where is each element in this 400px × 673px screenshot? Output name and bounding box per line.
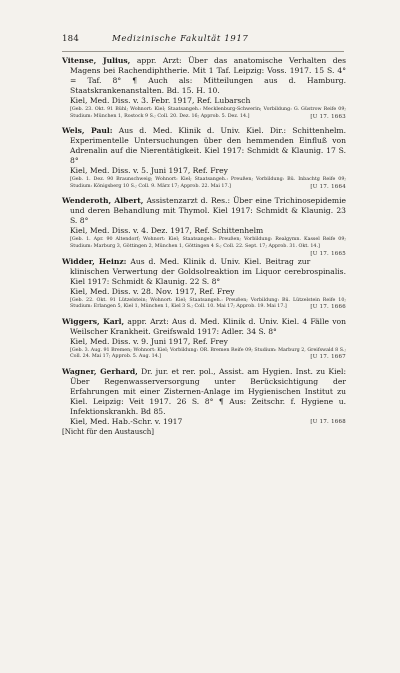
catalog-number: [U 17. 1667 xyxy=(310,354,346,361)
catalog-number: [U 17. 1668 xyxy=(310,418,346,425)
dissertation-entry xyxy=(62,257,346,311)
biographical-note: [Geb. 1. Apr. 90 Altendorf; Wohnort: Kiel; Staatsangeh.: Preußen; Vorbildung: Realgymn. Kassel Reife 09; Studium: Marburg 3, Göttingen 2, München 1, Göttingen 4 S.; Coll. 22. Sept. 17; Approb. 31. Okt. 14.] xyxy=(70,237,346,249)
dissertation-entry xyxy=(62,367,346,437)
biographical-note: [Geb. 23. Okt. 91 Bühl; Wohnort: Kiel; Staatsangeh.: Mecklenburg-Schwerin; Vorbildung: G. Güstrow Reife 09; Studium: München 1, Rostock 9 S.; Coll. 20. Dez. 16; Approb. 5. Dez. 14.] xyxy=(70,107,346,119)
running-header xyxy=(62,34,342,48)
page-number: 184 xyxy=(62,34,80,44)
dissertation-entry xyxy=(62,126,346,190)
author-name: Wiggers, Karl, xyxy=(62,316,125,326)
catalog-number: [U 17. 1665 xyxy=(310,250,346,257)
exchange-footnote: [Nicht für den Austausch] xyxy=(62,427,154,436)
entry-body: Aus d. Med. Klinik d. Univ. Kiel. Beitrag zur klinischen Verwertung der Goldsolreaktion im Liquor cerebrospinalis. Kiel 1917: Schmidt & Klaunig. 22 S. 8° xyxy=(70,256,346,286)
dissertation-entry xyxy=(62,56,346,120)
biographical-note: [Geb. 3. Aug. 91 Bremen; Wohnort: Kiel; Vorbildung: OR. Bremen Reife 09; Studium: Marburg 2, Greifswald 8 S.; Coll. 24. Mai 17; Approb. 5. Aug. 14.] xyxy=(70,347,346,360)
biographical-note: [Geb. 1. Dez. 90 Braunschweig; Wohnort: Kiel; Staatsangeh.: Preußen; Vorbildung: Bü. Inbachtg Reife 09; Studium: Königsberg 10 S.; Coll. 9. März 17; Approb. 22. Mai 17.] xyxy=(70,177,346,189)
dissertation-entry xyxy=(62,196,347,257)
entry-list xyxy=(62,56,346,443)
author-name: Wagner, Gerhard, xyxy=(62,366,138,376)
entry-body: appr. Arzt: Über das anatomische Verhalten des Magens bei Rachendiphtherie. Mit 1 Taf. Leipzig: Voss. 1917. 15 S. 4° = Taf. 8° ¶ Auch als: Mitteilungen aus d. Hamburg. Staatskrankenanstalten. Bd. 15. H. 10. xyxy=(70,56,346,95)
dissertation-note: Kiel, Med. Diss. v. 5. Juni 1917, Ref. Frey xyxy=(70,166,228,176)
catalog-number: [U 17. 1666 xyxy=(310,304,346,311)
dissertation-entry xyxy=(62,317,346,361)
dissertation-note: Kiel, Med. Diss. v. 9. Juni 1917, Ref. Frey xyxy=(70,336,228,346)
entry-body: appr. Arzt: Aus d. Med. Klinik d. Univ. Kiel. 4 Fälle von Weilscher Krankheit. Greifswald 1917: Adler. 34 S. 8° xyxy=(70,316,347,336)
header-rule xyxy=(62,51,344,52)
author-name: Widder, Heinz: xyxy=(62,256,127,266)
catalog-number: [U 17. 1664 xyxy=(310,183,346,190)
author-name: Wels, Paul: xyxy=(62,126,113,136)
dissertation-note: Kiel, Med. Diss. v. 28. Nov. 1917, Ref. Frey xyxy=(70,286,235,296)
running-title: Medizinische Fakultät 1917 xyxy=(112,34,249,44)
catalog-number: [U 17. 1663 xyxy=(310,113,346,120)
author-name: Wenderoth, Albert, xyxy=(62,196,144,206)
author-name: Vitense, Julius, xyxy=(62,56,131,65)
biographical-note: [Geb. 22. Okt. 91 Lützelstein; Wohnort: Kiel; Staatsangeh.: Preußen; Vorbildung: Bü. Lützelstein Reife 10; Studium: Erlangen 5, Kiel 1, München 1, Kiel 3 S.; Coll. 10. Mai 17; Approb. 19. Mai 17.] xyxy=(70,297,346,310)
entry-body: Dr. jur. et rer. pol., Assist. am Hygien. Inst. zu Kiel: Über Regenwasserversorgung unter Berücksichtigung der Erfahrungen mit einer Zisternen-Anlage im Hygienischen Institut zu Kiel. Leipzig: Veit 1917. 26 S. 8° ¶ Aus: Zeitschr. f. Hygiene u. Infektionskrankh. Bd 85. xyxy=(70,366,346,416)
dissertation-note: Kiel, Med. Diss. v. 4. Dez. 1917, Ref. Schittenhelm xyxy=(70,226,264,236)
entry-body: Assistenzarzt d. Res.: Über eine Trichinosepidemie und deren Behandlung mit Thymol. Kiel 1917: Schmidt & Klaunig. 23 S. 8° xyxy=(70,196,347,226)
dissertation-note: Kiel, Med. Diss. v. 3. Febr. 1917, Ref. Lubarsch xyxy=(70,96,251,105)
entry-body: Aus d. Med. Klinik d. Univ. Kiel. Dir.: Schittenhelm. Experimentelle Untersuchungen über den hemmenden Einfluß von Adrenalin auf die Nierentätigkeit. Kiel 1917: Schmidt & Klaunig. 17 S. 8° xyxy=(70,126,346,166)
dissertation-note: Kiel, Med. Hab.-Schr. v. 1917 xyxy=(70,416,183,426)
